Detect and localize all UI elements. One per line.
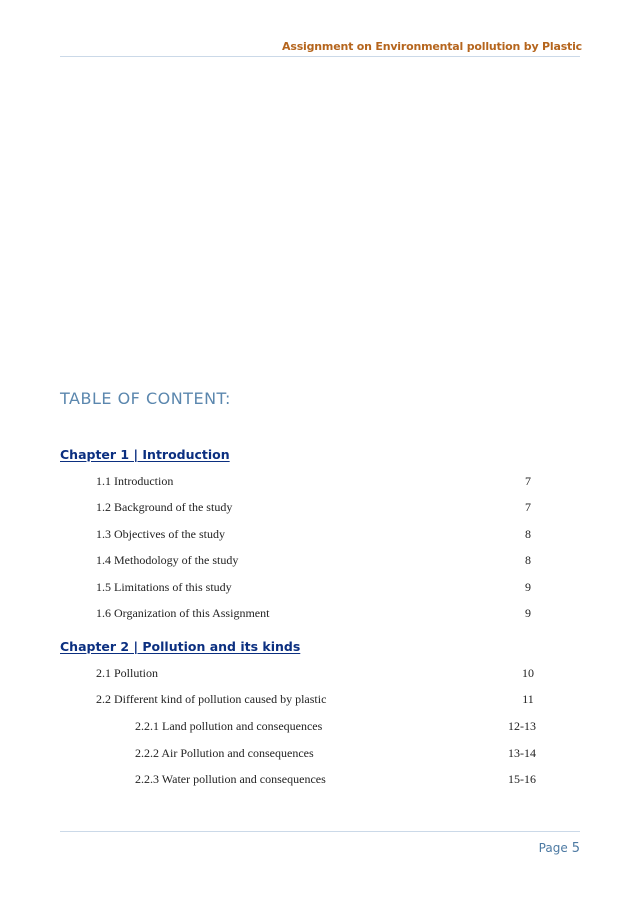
page-number: 5: [571, 841, 580, 856]
running-header: Assignment on Environmental pollution by Plastic: [282, 40, 582, 53]
toc-entry-label: 1.3 Objectives of the study: [96, 527, 225, 541]
page-label: Page: [538, 841, 568, 855]
chapter-2-heading: Chapter 2 | Pollution and its kinds: [60, 639, 301, 654]
toc-title: TABLE OF CONTENT:: [60, 389, 231, 408]
toc-entry-page: 7: [525, 500, 531, 514]
page-footer: [539, 841, 580, 856]
toc-entry-label: 2.2.2 Air Pollution and consequences: [135, 746, 314, 760]
toc-entry-page: 7: [525, 474, 531, 488]
toc-entry-page: 9: [525, 606, 531, 620]
toc-entry-label: 1.5 Limitations of this study: [96, 580, 232, 594]
toc-entry-label: 1.6 Organization of this Assignment: [96, 606, 270, 620]
toc-entry-label: 2.2 Different kind of pollution caused by plastic: [96, 692, 327, 706]
toc-entry-label: 2.2.3 Water pollution and consequences: [135, 772, 326, 786]
toc-entry-page: 9: [525, 580, 531, 594]
toc-entry-page: 8: [525, 553, 531, 567]
toc-entry-page: 10: [522, 666, 534, 680]
toc-entry-label: 1.2 Background of the study: [96, 500, 233, 514]
footer-rule: [60, 831, 580, 832]
toc-entry-label: 1.4 Methodology of the study: [96, 553, 239, 567]
toc-entry-label: 2.2.1 Land pollution and consequences: [135, 719, 323, 733]
toc-entry-page: 13-14: [508, 746, 536, 760]
header-rule: [60, 56, 580, 57]
toc-entry-label: 1.1 Introduction: [96, 474, 174, 488]
toc-entry-page: 11: [522, 692, 534, 706]
toc-entry-page: 8: [525, 527, 531, 541]
chapter-1-heading: Chapter 1 | Introduction: [60, 447, 230, 462]
toc-entry-page: 12-13: [508, 719, 536, 733]
toc-entry-page: 15-16: [508, 772, 536, 786]
toc-entry-label: 2.1 Pollution: [96, 666, 159, 680]
